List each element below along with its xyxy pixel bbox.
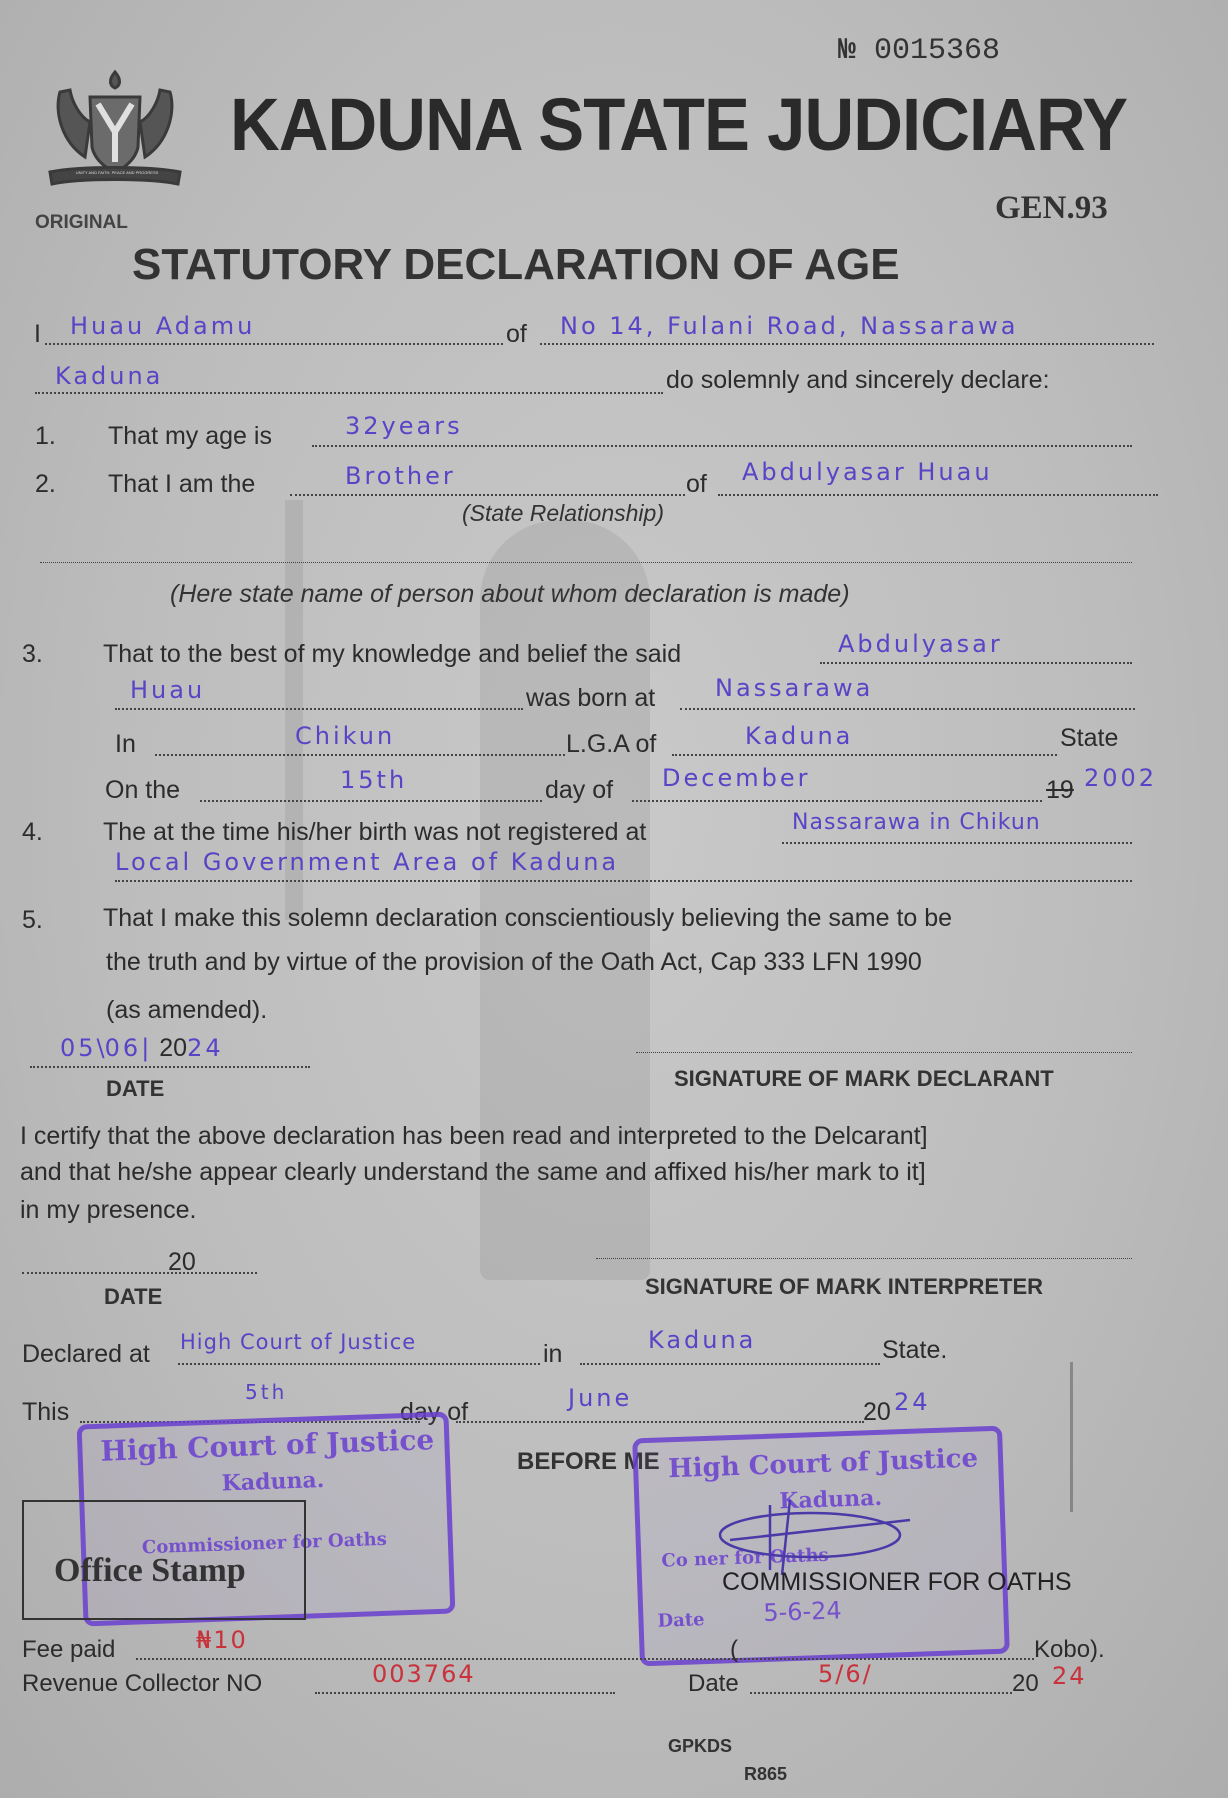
stamp-left-line-1: High Court of Justice	[99, 1423, 435, 1468]
certify-line-1: I certify that the above declaration has been read and interpreted to the Delcarant]	[20, 1122, 928, 1150]
registered-place-2: Local Government Area of Kaduna	[115, 848, 620, 876]
lga-value: Chikun	[295, 722, 396, 750]
person-dotted-line	[718, 494, 1158, 496]
stamp-right-date-label: Date	[657, 1609, 705, 1632]
serial-number	[838, 34, 1000, 68]
revenue-date-label: Date	[688, 1670, 739, 1697]
this-year-value: 24	[894, 1388, 931, 1416]
declarant-signature-label: SIGNATURE OF MARK DECLARANT	[674, 1066, 1054, 1091]
in-label: In	[115, 730, 136, 758]
declared-place-dotted-line	[178, 1363, 540, 1365]
lga-label: L.G.A of	[566, 730, 657, 758]
certify-line-3: in my presence.	[20, 1196, 197, 1224]
declaration-date	[60, 1034, 224, 1063]
relationship-value: Brother	[345, 462, 456, 490]
stamp-left-line-3: Commissioner for Oaths	[141, 1528, 388, 1559]
declaration-year-prefix: 20	[159, 1034, 188, 1062]
declaration-year: 24	[187, 1034, 224, 1062]
fee-kobo-open: (	[730, 1636, 738, 1663]
intro-of: of	[506, 320, 527, 348]
registered-dotted-line	[782, 842, 1132, 844]
item-3-text: That to the best of my knowledge and belief the said	[103, 640, 682, 668]
interpreter-date-dotted-line	[22, 1272, 257, 1274]
item-5-number: 5.	[22, 906, 43, 934]
before-me-label: BEFORE ME	[517, 1448, 660, 1475]
certify-line-2: and that he/she appear clearly understand the same and affixed his/her mark to it]	[20, 1158, 926, 1186]
address2-dotted-line	[35, 392, 663, 394]
item-5-line-2: the truth and by virtue of the provision of the Oath Act, Cap 333 LFN 1990	[106, 948, 922, 976]
this-month-dotted-line	[456, 1421, 864, 1423]
declared-in-label: in	[543, 1340, 563, 1368]
revenue-date-dotted-line	[750, 1692, 1012, 1694]
item-2-number: 2.	[35, 470, 56, 498]
relationship-dotted-line	[290, 494, 685, 496]
stamp-right-line-3: Co ner for Oaths	[661, 1544, 829, 1572]
day-dotted-line	[200, 800, 542, 802]
said-dotted-line	[820, 662, 1132, 664]
stamp-right-line-2: Kaduna.	[778, 1484, 883, 1515]
printer-code: GPKDS	[668, 1736, 733, 1756]
this-month-value: June	[568, 1384, 633, 1412]
address-line-2: Kaduna	[55, 362, 164, 390]
coat-of-arms-icon	[40, 62, 190, 192]
stamp-right-date-value: 5-6-24	[762, 1596, 843, 1628]
interpreter-signature-line	[596, 1258, 1132, 1259]
birth-year: 2002	[1084, 764, 1158, 792]
age-value: 32years	[345, 412, 463, 440]
declare-text: do solemnly and sincerely declare:	[666, 366, 1050, 394]
declared-state-dotted-line	[580, 1363, 880, 1365]
stamp-right-line-1: High Court of Justice	[667, 1443, 979, 1485]
revenue-label: Revenue Collector NO	[22, 1670, 263, 1697]
revenue-dotted-line	[315, 1692, 615, 1694]
serial-value: 0015368	[874, 34, 1001, 68]
month-dotted-line	[632, 800, 1042, 802]
registered2-dotted-line	[115, 880, 1132, 882]
revenue-year: 24	[1052, 1662, 1087, 1690]
day-of-label: day of	[545, 776, 614, 804]
date-separator-2: |	[141, 1034, 150, 1062]
page-title: KADUNA STATE JUDICIARY	[230, 83, 1128, 166]
form-code: GEN.93	[995, 190, 1108, 226]
declaration-date-dotted-line	[30, 1066, 310, 1068]
birth-day: 15th	[340, 766, 408, 794]
document-subtitle: STATUTORY DECLARATION OF AGE	[132, 240, 900, 289]
fee-dotted-line	[136, 1658, 1034, 1660]
commissioner-signature-icon	[710, 1490, 930, 1580]
interpreter-signature-label: SIGNATURE OF MARK INTERPRETER	[645, 1274, 1044, 1299]
fee-value: ₦10	[196, 1626, 248, 1654]
revenue-date-value: 5/6/	[818, 1660, 873, 1688]
office-stamp-label: Office Stamp	[54, 1552, 246, 1589]
this-label: This	[22, 1398, 70, 1426]
serial-symbol: №	[838, 34, 857, 68]
interpreter-date-label: DATE	[104, 1284, 163, 1309]
edge-figure-icon	[1070, 1362, 1113, 1512]
revenue-year-prefix: 20	[1012, 1670, 1039, 1697]
registered-place-1: Nassarawa in Chikun	[792, 810, 1041, 835]
year-prefix: 19	[1046, 776, 1074, 804]
item-3-number: 3.	[22, 640, 43, 668]
revenue-number: 003764	[372, 1660, 476, 1688]
born-at-dotted-line	[680, 708, 1135, 710]
fee-kobo-label: Kobo).	[1034, 1636, 1105, 1663]
this-day-value: 5th	[245, 1380, 288, 1404]
item-2-of: of	[686, 470, 707, 498]
item-5-line-1: That I make this solemn declaration conscientiously believing the same to be	[103, 904, 953, 932]
said-name-1: Abdulyasar	[838, 630, 1003, 658]
item-5-line-3: (as amended).	[106, 996, 268, 1024]
name-dotted-line	[45, 343, 503, 345]
copy-label: ORIGINAL	[35, 212, 128, 233]
intro-prefix: I	[34, 320, 41, 348]
on-the-label: On the	[105, 776, 181, 804]
age-dotted-line	[312, 445, 1132, 447]
person-note: (Here state name of person about whom declaration is made)	[170, 580, 850, 608]
said-name-2: Huau	[130, 676, 206, 704]
declaration-day: 05	[60, 1034, 97, 1062]
item-1-number: 1.	[35, 422, 56, 450]
declared-state-label: State.	[882, 1336, 948, 1364]
item-4-number: 4.	[22, 818, 43, 846]
this-day-of-label: day of	[400, 1398, 469, 1426]
declared-at-label: Declared at	[22, 1340, 150, 1368]
person-name: Abdulyasar Huau	[742, 458, 993, 486]
declared-place: High Court of Justice	[180, 1330, 417, 1354]
blank-dotted-line	[40, 562, 1132, 563]
state-label: State	[1060, 724, 1119, 752]
born-at-value: Nassarawa	[715, 674, 874, 702]
item-2-text: That I am the	[108, 470, 256, 498]
relationship-hint: (State Relationship)	[462, 500, 664, 526]
form-reference: R865	[744, 1764, 788, 1784]
commissioner-label: COMMISSIONER FOR OATHS	[722, 1568, 1072, 1596]
stamp-left-line-2: Kaduna.	[221, 1466, 325, 1497]
declared-state: Kaduna	[648, 1326, 757, 1354]
declaration-date-label: DATE	[106, 1076, 165, 1101]
state-value: Kaduna	[745, 722, 854, 750]
declarant-name: Huau Adamu	[70, 312, 256, 340]
item-1-text: That my age is	[108, 422, 272, 450]
declarant-signature-line	[636, 1052, 1132, 1053]
fee-label: Fee paid	[22, 1636, 116, 1663]
address-dotted-line	[540, 343, 1154, 345]
declaration-month: 06	[104, 1034, 142, 1062]
address-line-1: No 14, Fulani Road, Nassarawa	[560, 312, 1019, 340]
lga-dotted-line	[155, 754, 565, 756]
item-4-text: The at the time his/her birth was not registered at	[103, 818, 647, 846]
state-dotted-line	[672, 754, 1057, 756]
crest-motto: UNITY AND FAITH, PEACE AND PROGRESS	[75, 170, 159, 175]
interpreter-year-prefix: 20	[168, 1248, 196, 1276]
date-separator-1: \	[96, 1034, 105, 1062]
this-year-prefix: 20	[863, 1398, 891, 1426]
born-at-label: was born at	[526, 684, 656, 712]
birth-month: December	[662, 764, 811, 792]
said2-dotted-line	[115, 708, 523, 710]
